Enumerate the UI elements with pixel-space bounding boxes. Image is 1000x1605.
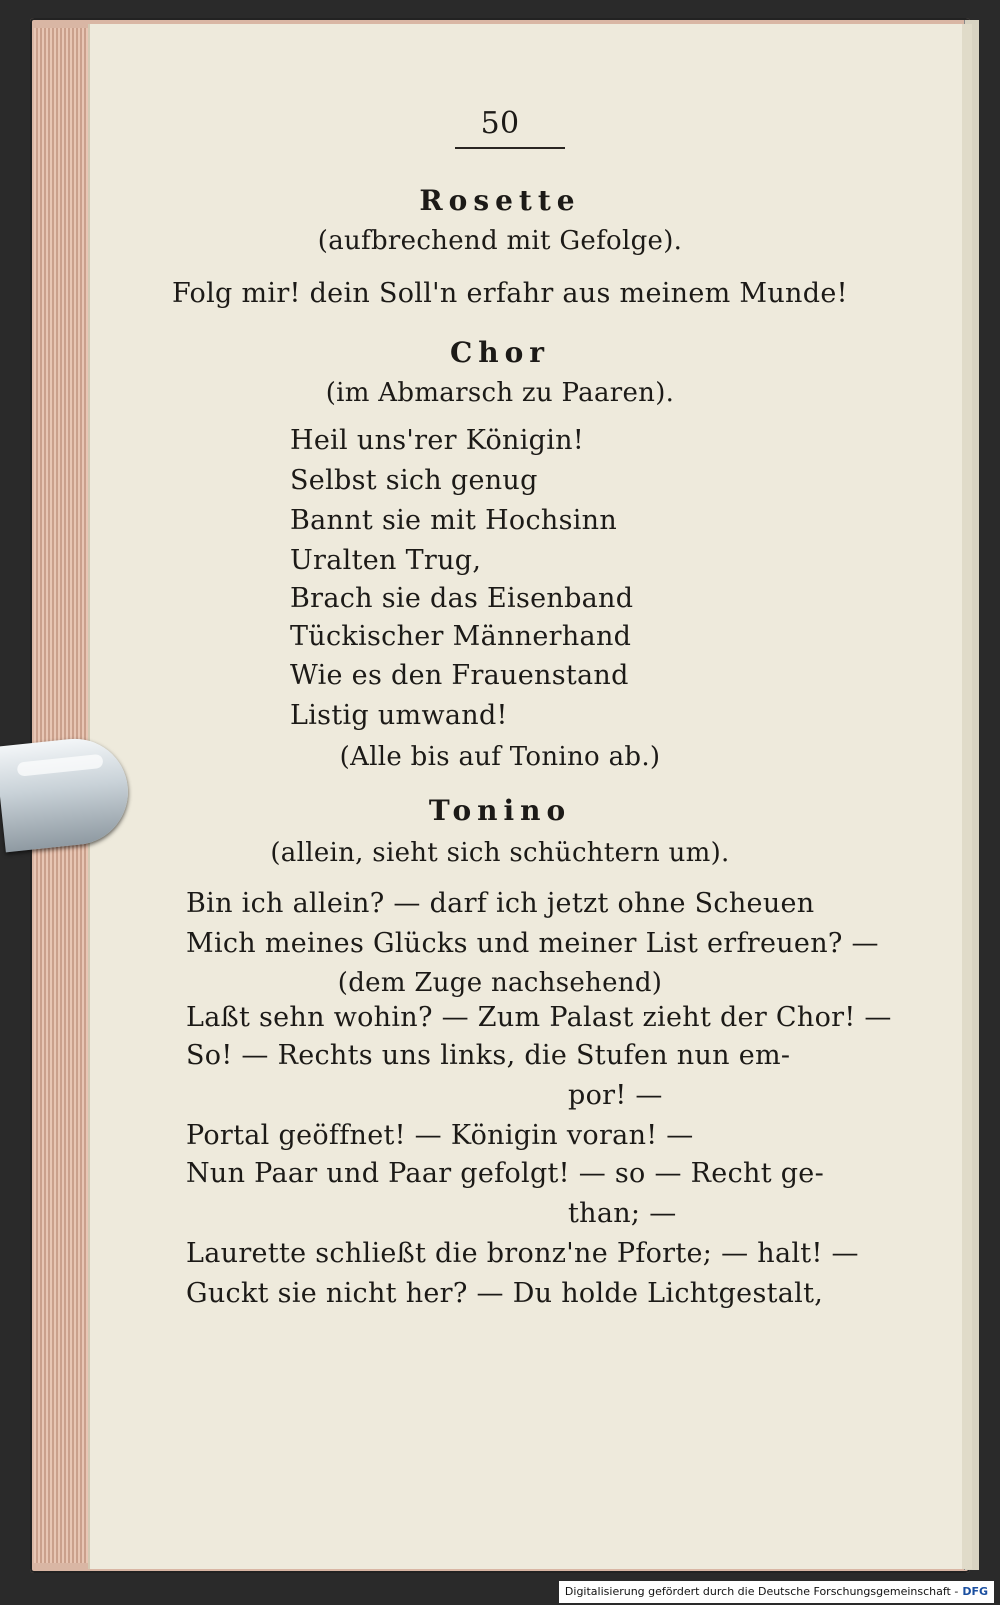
verse-line-continuation: por! —: [568, 1080, 663, 1111]
verse-line: Brach sie das Eisenband: [290, 583, 634, 614]
verse-line: Selbst sich genug: [290, 465, 538, 496]
verse-line: Bin ich allein? — darf ich jetzt ohne Scheuen: [186, 888, 815, 919]
speaker-tonino: Tonino: [428, 794, 572, 827]
verse-line-continuation: than; —: [568, 1198, 677, 1229]
page-number: 50: [480, 106, 520, 141]
verse-line: Laßt sehn wohin? — Zum Palast zieht der Chor! —: [186, 1002, 892, 1033]
verse-line: Folg mir! dein Soll'n erfahr aus meinem Munde!: [172, 278, 848, 309]
stage-direction: (Alle bis auf Tonino ab.): [339, 742, 661, 772]
verse-line: Nun Paar und Paar gefolgt! — so — Recht ge-: [186, 1158, 825, 1189]
verse-line: Uralten Trug,: [290, 545, 482, 576]
stage-direction: (aufbrechend mit Gefolge).: [317, 226, 683, 256]
verse-line: Listig umwand!: [290, 700, 508, 731]
digitization-credit: [559, 1581, 994, 1603]
speaker-rosette: Rosette: [419, 184, 581, 217]
verse-line: So! — Rechts uns links, die Stufen nun em-: [186, 1040, 791, 1071]
verse-line: Tückischer Männerhand: [290, 621, 632, 652]
speaker-chor: Chor: [449, 336, 551, 369]
stage-direction: (dem Zuge nachsehend): [337, 968, 663, 998]
stage-direction: (im Abmarsch zu Paaren).: [325, 378, 675, 408]
credit-text: Digitalisierung gefördert durch die Deutsche Forschungsgemeinschaft -: [564, 1585, 959, 1598]
verse-line: Guckt sie nicht her? — Du holde Lichtgestalt,: [186, 1278, 824, 1309]
verse-line: Bannt sie mit Hochsinn: [290, 505, 618, 536]
page-number-rule: [455, 147, 565, 149]
verse-line: Mich meines Glücks und meiner List erfreuen? —: [186, 928, 879, 959]
verse-line: Wie es den Frauenstand: [290, 660, 629, 691]
verse-line: Laurette schließt die bronz'ne Pforte; — halt! —: [186, 1238, 859, 1269]
dfg-logo: DFG: [962, 1585, 988, 1598]
verse-line: Portal geöffnet! — Königin voran! —: [186, 1120, 694, 1151]
stage-direction: (allein, sieht sich schüchtern um).: [270, 838, 730, 868]
verse-line: Heil uns'rer Königin!: [290, 425, 584, 456]
